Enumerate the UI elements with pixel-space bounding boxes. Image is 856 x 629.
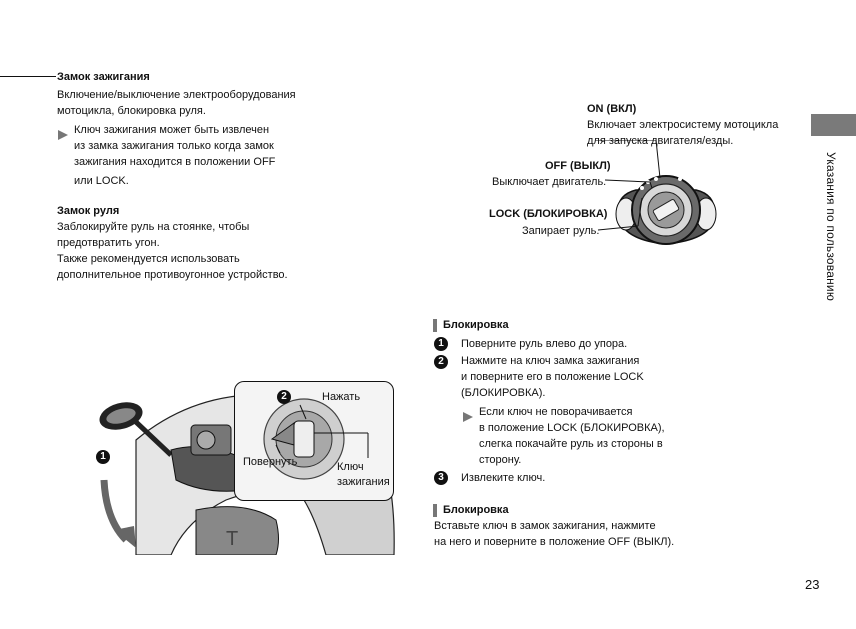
locking-step-1-text: Поверните руль влево до упора. [461, 338, 628, 350]
svg-text:T: T [226, 528, 239, 550]
locking-step-2-number: 2 [434, 355, 448, 369]
ignition-note-2: из замка зажигания только когда замок [74, 140, 274, 152]
ignition-desc-1: Включение/выключение электрооборудования [57, 89, 296, 101]
steering-lock-desc-1: Заблокируйте руль на стоянке, чтобы [57, 221, 250, 233]
locking-note-2: в положение LOCK (БЛОКИРОВКА), [479, 422, 665, 434]
position-leader-lines [590, 140, 710, 250]
locking-note-4: сторону. [479, 454, 522, 466]
unlocking-title: Блокировка [443, 504, 509, 516]
locking-step-2-line-1: Нажмите на ключ замка зажигания [461, 355, 640, 367]
steering-lock-desc-2: предотвратить угон. [57, 237, 160, 249]
locking-step-2-line-2: и поверните его в положение LOCK [461, 371, 644, 383]
steering-lock-desc-4: дополнительное противоугонное устройство. [57, 269, 288, 281]
locking-step-3-text: Извлеките ключ. [461, 472, 546, 484]
key-label-1: Ключ [337, 461, 364, 473]
locking-step-3-number: 3 [434, 471, 448, 485]
on-desc-2: для запуска двигателя/езды. [587, 135, 734, 147]
ignition-note-3: зажигания находится в положении OFF [74, 156, 276, 168]
ignition-desc-2: мотоцикла, блокировка руля. [57, 105, 206, 117]
unlocking-desc-2: на него и поверните в положение OFF (ВЫКЛ). [434, 536, 675, 548]
locking-note-1: Если ключ не поворачивается [479, 406, 633, 418]
note-arrow-icon [58, 126, 68, 144]
header-rule [0, 76, 56, 77]
steering-lock-desc-3: Также рекомендуется использовать [57, 253, 240, 265]
key-label-2: зажигания [337, 476, 390, 488]
locking-section-marker [433, 319, 437, 332]
locking-step-2-line-3: (БЛОКИРОВКА). [461, 387, 546, 399]
locking-note-3: слегка покачайте руль из стороны в [479, 438, 663, 450]
push-label: Нажать [322, 391, 361, 403]
off-desc: Выключает двигатель. [492, 176, 607, 188]
ignition-note-4: или LOCK. [74, 175, 129, 187]
section-tab-label: Указания по пользованию [824, 152, 838, 302]
step-1-marker: 1 [96, 450, 110, 464]
lock-title: LOCK (БЛОКИРОВКА) [489, 208, 608, 220]
locking-note-arrow-icon [463, 408, 473, 426]
on-desc-1: Включает электросистему мотоцикла [587, 119, 779, 131]
unlocking-section-marker [433, 504, 437, 517]
page-number: 23 [805, 577, 820, 592]
unlocking-desc-1: Вставьте ключ в замок зажигания, нажмите [434, 520, 656, 532]
step-2-marker-inset: 2 [277, 390, 291, 404]
section-tab-marker [811, 114, 856, 136]
steering-lock-title: Замок руля [57, 205, 120, 217]
ignition-note-1: Ключ зажигания может быть извлечен [74, 124, 270, 136]
off-title: OFF (ВЫКЛ) [545, 160, 611, 172]
turn-label: Повернуть [243, 456, 298, 468]
lock-desc: Запирает руль. [522, 225, 600, 237]
locking-step-1-number: 1 [434, 337, 448, 351]
ignition-title: Замок зажигания [57, 71, 150, 83]
on-title: ON (ВКЛ) [587, 103, 637, 115]
locking-title: Блокировка [443, 319, 509, 331]
